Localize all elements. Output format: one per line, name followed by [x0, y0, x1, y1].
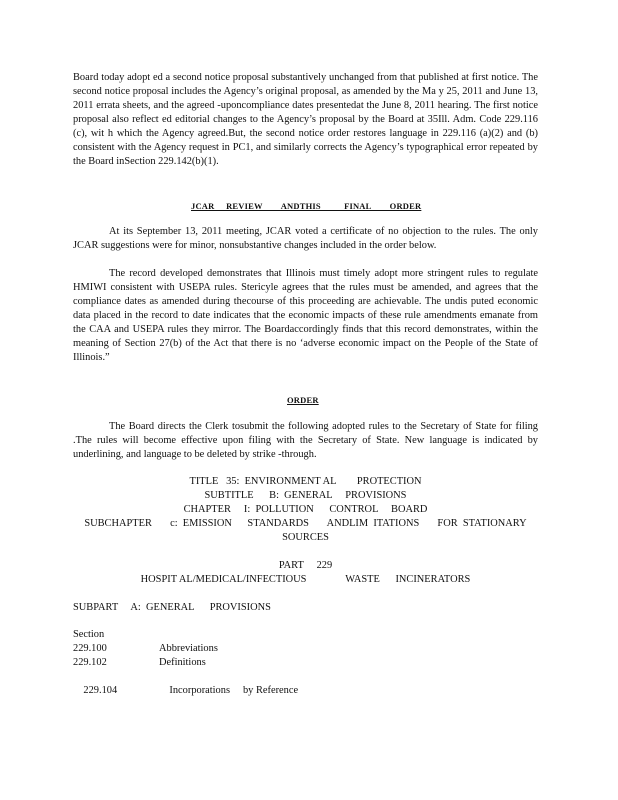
section-header: Section — [73, 629, 105, 640]
part-title-line: HOSPIT AL/MEDICAL/INFECTIOUS WASTE INCINERATORS — [140, 574, 471, 585]
toc-section-label: Incorporations by Reference — [169, 685, 299, 696]
toc-row — [73, 642, 373, 656]
toc-section-label: Definitions — [159, 657, 206, 668]
intro-paragraph: Board today adopt ed a second notice proposal substantively unchanged from that published at first notice. The second notice proposal includes the Agency’s original proposal, as amended by the Ma y 25, 2011 and June 13, 2011 errata sheets, and the agreed -uponcompliance dates presentedat the June 8, 2011 hearing. The first notice proposal also reflect ed editorial changes to the Agency’s proposal by the Board at 35Ill. Adm. Code 229.116 (c), wit h which the Agency agreed.But, the second notice order restores language in 229.116 (a)(2) and (b) consistent with the Agency request in PC1, and similarly corrects the Agency’s typographical error repeated by the Board inSection 229.142(b)(1). — [73, 72, 538, 167]
chapter-line: CHAPTER I: POLLUTION CONTROL BOARD — [183, 504, 428, 515]
part-line: PART 229 — [278, 560, 333, 571]
subtitle-line: SUBTITLE B: GENERAL PROVISIONS — [204, 490, 407, 501]
subpart-heading: SUBPART A: GENERAL PROVISIONS — [73, 602, 271, 613]
toc-row — [73, 656, 373, 670]
subchapter-continued-line: SOURCES — [282, 532, 329, 543]
record-paragraph: The record developed demonstrates that Illinois must timely adopt more stringent rules to regulate HMIWI consistent with USEPA rules. Stericyle agrees that the rules must be amended, and agrees that the compliance dates as amended during thecourse of this proceeding are achievable. The undis puted economic data placed in the record to date indicates that the economic impacts of these rule amendments emanate from the CAA and USEPA rules they mirror. The Boardaccordingly finds that this record demonstrates, within the meaning of Section 27(b) of the Act that there is no ‘adverse economic impact on the People of the State of Illinois.” — [73, 268, 538, 363]
jcar-review-heading: JCAR REVIEW ANDTHIS FINAL ORDER — [191, 201, 422, 211]
toc-section-label: Abbreviations — [159, 643, 218, 654]
order-paragraph: The Board directs the Clerk tosubmit the following adopted rules to the Secretary of State for filing .The rules will become effective upon filing with the Secretary of State. New language is indicated by underlining, and language to be deleted by strike -through. — [73, 421, 538, 460]
order-heading: ORDER — [287, 395, 319, 405]
toc-section-number: 229.100 — [73, 643, 107, 654]
toc-row — [73, 670, 373, 712]
toc-section-number: 229.104 — [83, 685, 118, 696]
toc-section-number: 229.102 — [73, 657, 107, 668]
title-line: TITLE 35: ENVIRONMENT AL PROTECTION — [189, 476, 422, 487]
jcar-paragraph: At its September 13, 2011 meeting, JCAR voted a certificate of no objection to the rules. The only JCAR suggestions were for minor, nonsubstantive changes included in the order below. — [73, 226, 538, 251]
subchapter-line: SUBCHAPTER c: EMISSION STANDARDS ANDLIM ITATIONS FOR STATIONARY — [84, 518, 527, 529]
